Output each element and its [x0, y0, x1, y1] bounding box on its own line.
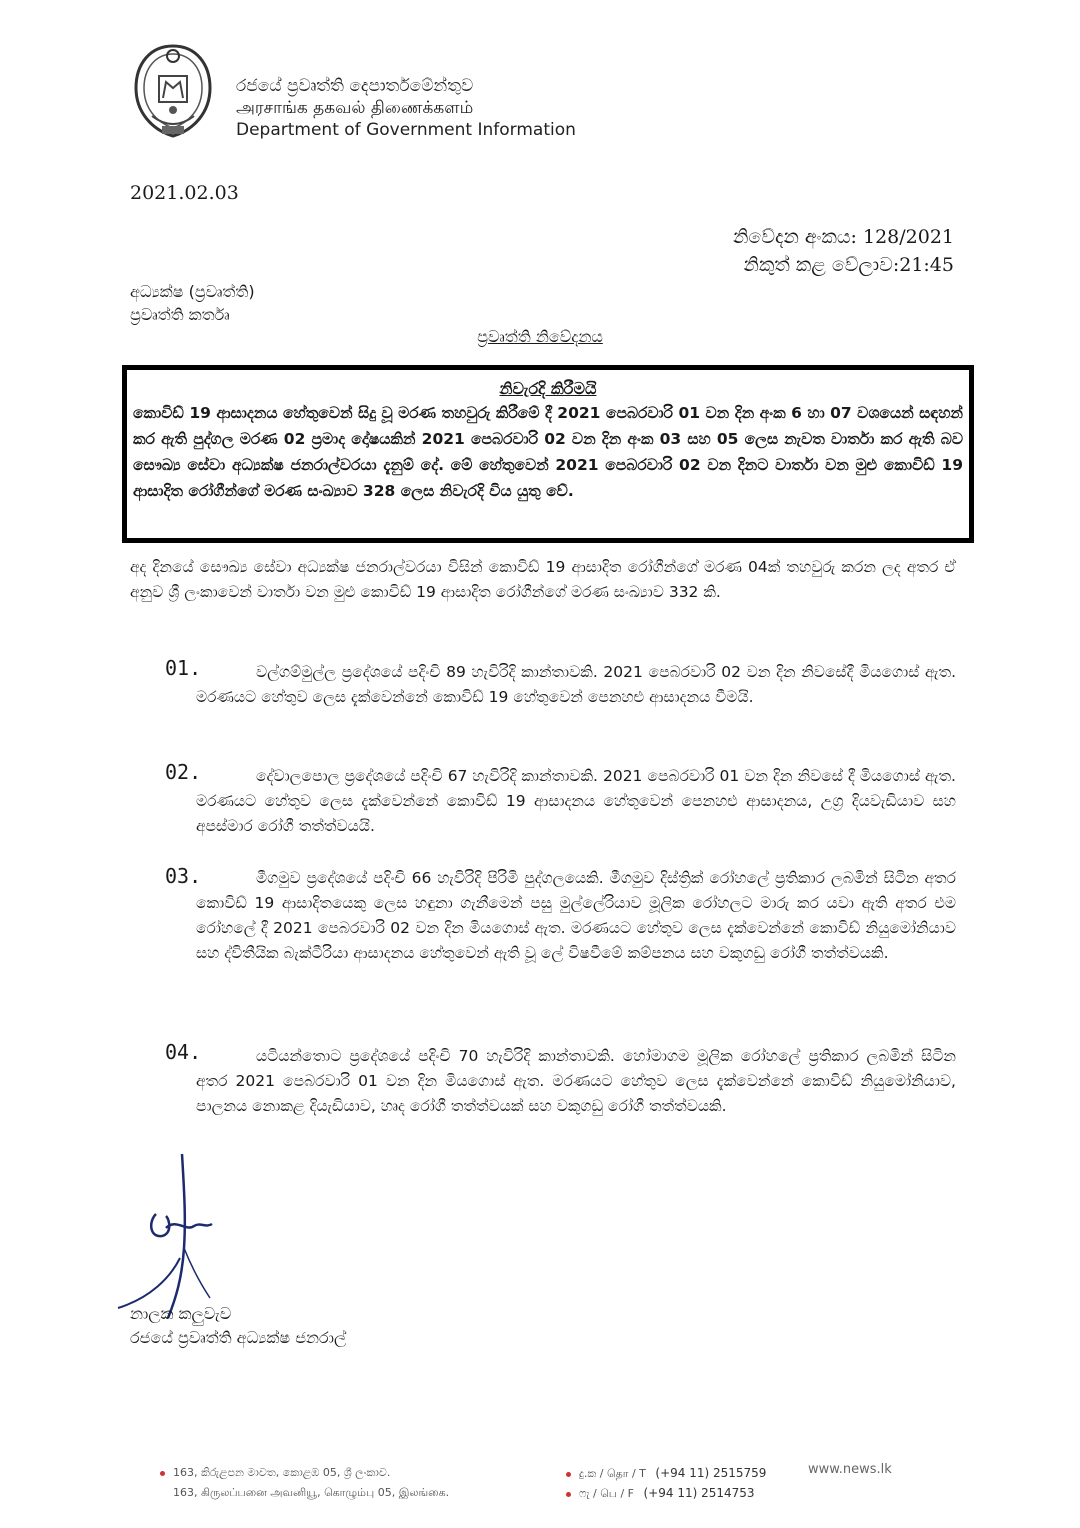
item-text: යටියන්තොට ප්‍රදේශයේ පදිංචි 70 හැවිරිදි කාන්තාවකි. හෝමාගම මූලික රෝහලේ ප්‍රතිකාර ලබමින් සිටින අතර 2021 පෙබරවාරි 01 වන දින මියගොස් ඇත. මරණයට හේතුව ලෙස දැක්වෙන්නේ කොවිඩ් නියුමෝනියාව, පාලනය නොකළ දියැඩියාව, හෘද රෝගී තත්ත්වයක් සහ වකුගඩු රෝගී තත්ත්වයකි.: [196, 1047, 956, 1115]
item-text: දේවාලපොල ප්‍රදේශයේ පදිංචි 67 හැවිරිදි කාන්තාවකි. 2021 පෙබරවාරි 01 වන දින නිවසේ දී මියගොස් ඇත. මරණයට හේතුව ලෙස දැක්වෙන්නේ කොවිඩ් 19 ආසාදනය හේතුවෙන් පෙනහළු ආසාදනය, උග්‍ර දියවැඩියාව සහ අපස්මාර රෝගී තත්ත්වයයි.: [196, 767, 956, 835]
release-time: නිකුත් කළ වේලාව:21:45: [743, 254, 954, 276]
item-text: මීගමුව ප්‍රදේශයේ පදිංචි 66 හැවිරිදි පිරිමි පුද්ගලයෙකි. මීගමුව දිස්ත්‍රික් රෝහලේ ප්‍රතිකාර ලබමින් සිටින අතර කොවිඩ් 19 ආසාදිතයෙකු ලෙස හඳුනා ගැනීමෙන් පසු මුල්ලේරියාව මූලික රෝහලට මාරු කර යවා ඇති අතර එම රෝහලේ දී 2021 පෙබරවාරි 02 වන දින මියගොස් ඇත. මරණයට හේතුව ලෙස දැක්වෙන්නේ කොවිඩ් නියුමෝනියාව සහ ද්විතීයික බැක්ටීරියා ආසාදනය හේතුවෙන් ඇති වූ ලේ විෂවීමේ කම්පනය සහ වකුගඩු රෝගී තත්ත්වයකි.: [196, 869, 956, 962]
dept-name-english: Department of Government Information: [236, 120, 576, 140]
fax-icon: [566, 1492, 571, 1497]
intro-paragraph: අද දිනයේ සෞඛ්‍ය සේවා අධ්‍යක්ෂ ජනරාල්වරයා විසින් කොවිඩ් 19 ආසාදිත රෝගීන්ගේ මරණ 04ක් තහවුරු කරන ලද අතර ඒ අනුව ශ්‍රී ලංකාවෙන් වාර්තා වන මුළු කොවිඩ් 19 ආසාදිත රෝගීන්ගේ මරණ සංඛ්‍යාව 332 කි.: [130, 558, 956, 601]
item-text: වල්ගම්මුල්ල ප්‍රදේශයේ පදිංචි 89 හැවිරිදි කාන්තාවකි. 2021 පෙබරවාරි 02 වන දින නිවසේදී මියගොස් ඇත. මරණයට හේතුව ලෙස දැක්වෙන්නේ කොවිඩ් 19 හේතුවෙන් පෙනහළු ආසාදනය වීමයි.: [196, 663, 956, 706]
release-number: නිවේදන අංකය: 128/2021: [732, 226, 954, 248]
dept-name-sinhala: රජයේ ප්‍රවෘත්ති දෙපාර්තමේන්තුව: [236, 76, 474, 96]
addressee-line-2: ප්‍රවෘත්ති කර්තෘ: [130, 305, 230, 324]
footer-address-si-text: 163, කිරුළපන මාවත, කොළඹ 05, ශ්‍රී ලංකාව.: [173, 1466, 391, 1479]
footer-tel-label: දු.ක / தொ / T: [579, 1467, 646, 1480]
item-number: 02.: [165, 760, 202, 784]
government-emblem: [130, 42, 216, 142]
signature: [110, 1148, 250, 1328]
item-number: 01.: [165, 656, 202, 680]
correction-text: කොවිඩ් 19 ආසාදනය හේතුවෙන් සිදු වූ මරණ තහවුරු කිරීමේ දී 2021 පෙබරවාරි 01 වන දින අංක 6 හා 07 වශයෙන් සඳහන් කර ඇති පුද්ගල මරණ 02 ප්‍රමාද දෝෂයකින් 2021 පෙබරවාරි 02 වන දින අංක 03 සහ 05 ලෙස නැවත වාර්තා කර ඇති බව සෞඛ්‍ය සේවා අධ්‍යක්ෂ ජනරාල්වරයා දැනුම් දේ. මේ හේතුවෙන් 2021 පෙබරවාරි 02 වන දිනට වාර්තා වන මුළු කොවිඩ් 19 ආසාදිත රෝගීන්ගේ මරණ සංඛ්‍යාව 328 ලෙස නිවැරදි විය යුතු වේ.: [133, 404, 963, 500]
footer-fax-number: (+94 11) 2514753: [643, 1486, 755, 1500]
addressee-line-1: අධ්‍යක්ෂ (ප්‍රවෘත්ති): [130, 282, 255, 301]
footer-tel-number: (+94 11) 2515759: [655, 1466, 767, 1480]
correction-box: [122, 365, 974, 543]
document-heading: [0, 327, 1080, 347]
bullet-icon: [160, 1471, 165, 1476]
correction-title: නිවැරදි කිරීමයි: [499, 379, 597, 398]
footer-website[interactable]: www.news.lk: [808, 1462, 892, 1477]
footer-telephone: [566, 1466, 766, 1482]
footer-fax: [566, 1486, 755, 1502]
release-date: 2021.02.03: [130, 182, 239, 204]
dept-name-tamil: அரசாங்க தகவல் திணைக்களம்: [236, 98, 474, 118]
footer-address-tamil: 163, கிருலப்பனை அவனியூ, கொழும்பு 05, இலங்கை.: [173, 1486, 450, 1499]
item-number: 04.: [165, 1040, 202, 1064]
signer-name: නාලක කලුවැව: [130, 1304, 232, 1323]
item-number: 03.: [165, 864, 202, 888]
footer-fax-label: ෆැ / பெ / F: [579, 1487, 634, 1500]
phone-icon: [566, 1472, 571, 1477]
signer-title: රජයේ ප්‍රවෘත්ති අධ්‍යක්ෂ ජනරාල්: [130, 1328, 347, 1347]
document-heading-text: ප්‍රවෘත්ති නිවේදනය: [477, 327, 603, 346]
footer-address-sinhala: [160, 1466, 390, 1480]
